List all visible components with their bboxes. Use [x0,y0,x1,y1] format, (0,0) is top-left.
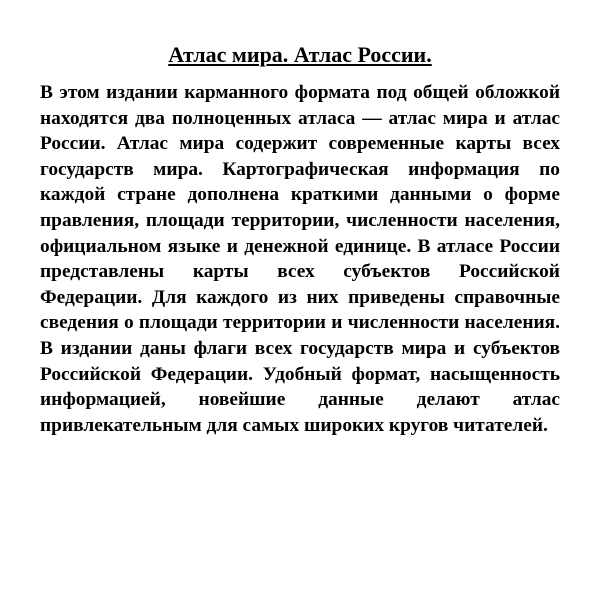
description-paragraph: В этом издании карманного формата под общей обложкой находятся два полноценных атласа — атлас мира и атлас России. Атлас мира содержит современные карты всех государств мира. Картографическая информация по каждой стране дополнена краткими данными о форме правления, площади территории, численности населения, официальном языке и денежной единице. В атласе России представлены карты всех субъектов Российской Федерации. Для каждого из них приведены справочные сведения о площади территории и численности населения. В издании даны флаги всех государств мира и субъектов Российской Федерации. Удобный формат, насыщенность информацией, новейшие данные делают атлас привлекательным для самых широких кругов читателей. [40,82,560,436]
page-title: Атлас мира. Атлас России. [168,42,432,67]
